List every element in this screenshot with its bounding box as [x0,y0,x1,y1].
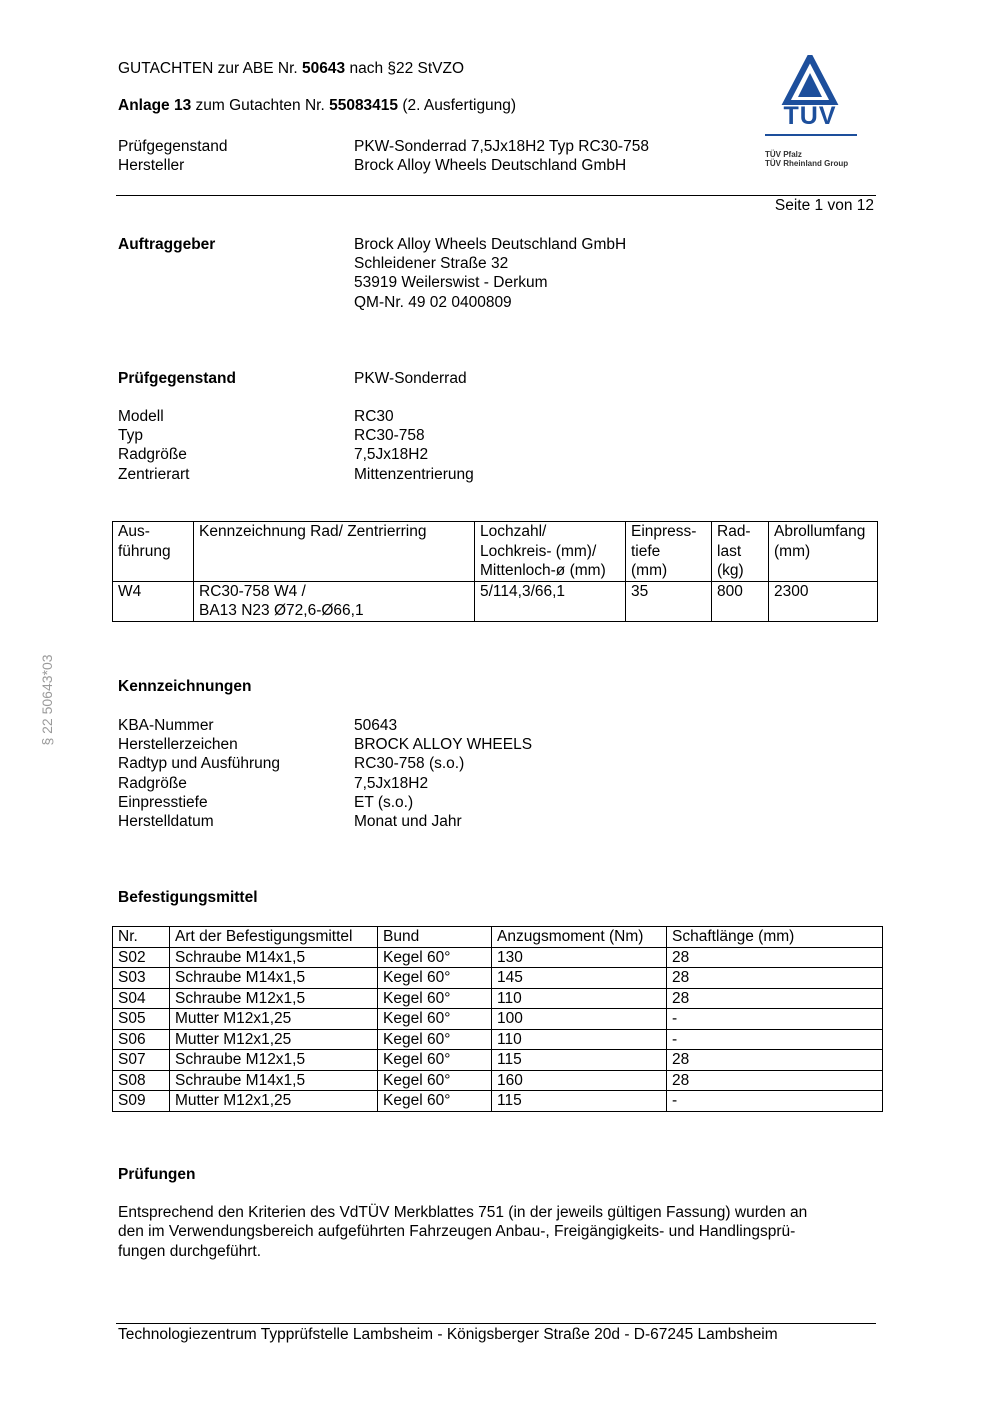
table-row [113,1091,883,1112]
table-cell: Kegel 60° [378,1070,492,1091]
table-cell: S06 [113,1029,170,1050]
auftraggeber-block [118,235,626,312]
marking-value: Monat und Jahr [354,813,462,831]
auftraggeber-line: QM-Nr. 49 02 0400809 [354,293,512,311]
anlage-line [118,97,516,115]
table-row [113,1009,883,1030]
table-cell: Kegel 60° [378,947,492,968]
abe-number: 50643 [302,60,346,77]
marking-value: ET (s.o.) [354,793,414,811]
pruefgegenstand-label: Prüfgegenstand [118,370,236,387]
table-header-cell: Abrollumfang (mm) [769,522,878,582]
table-cell: S09 [113,1091,170,1112]
detail-value: Mittenzentrierung [354,465,474,483]
table-cell: Kegel 60° [378,988,492,1009]
table-header-cell: Nr. [113,927,170,948]
table-cell: Mutter M12x1,25 [170,1029,378,1050]
table-cell: 28 [667,947,883,968]
pruefgegenstand-heading [118,369,467,388]
table-cell: 115 [492,1050,667,1071]
document-title [118,60,464,78]
anlage-suffix: (2. Ausfertigung) [398,97,517,114]
table-cell: S08 [113,1070,170,1091]
header-meta [118,137,649,175]
table-header-cell: Lochzahl/ Lochkreis- (mm)/ Mittenloch-ø (mm) [475,522,626,582]
table-row [113,1050,883,1071]
logo-subtitle [765,150,848,168]
tuev-wordmark: TÜV [783,102,837,130]
table-cell: 110 [492,988,667,1009]
marking-key: Radgröße [118,774,187,792]
table-row [113,581,878,621]
auftraggeber-line: Schleidener Straße 32 [354,255,509,273]
table-header-cell: Bund [378,927,492,948]
detail-key: Modell [118,408,164,425]
table-header-cell: Art der Befestigungsmittel [170,927,378,948]
table-cell: Mutter M12x1,25 [170,1009,378,1030]
table-cell: RC30-758 W4 / BA13 N23 Ø72,6-Ø66,1 [194,581,475,621]
table-cell: Schraube M14x1,5 [170,968,378,989]
anlage-label: Anlage 13 [118,97,192,114]
table-header-cell: Einpress- tiefe (mm) [626,522,712,582]
table-cell: Kegel 60° [378,1009,492,1030]
table-cell: S02 [113,947,170,968]
wheel-table [112,521,878,622]
table-cell: Kegel 60° [378,1050,492,1071]
table-header-cell: Schaftlänge (mm) [667,927,883,948]
table-cell: 110 [492,1029,667,1050]
table-cell: 800 [712,581,769,621]
table-header-row [113,927,883,948]
paragraph-line: Entsprechend den Kriterien des VdTÜV Merkblattes 751 (in der jeweils gültigen Fassung) wurden an [118,1204,808,1221]
auftraggeber-line: 53919 Weilerswist - Derkum [354,274,548,292]
auftraggeber-line: Brock Alloy Wheels Deutschland GmbH [354,236,627,253]
table-cell: Schraube M14x1,5 [170,947,378,968]
table-cell: Schraube M12x1,5 [170,988,378,1009]
kennzeichnungen-title: Kennzeichnungen [118,678,252,695]
pruefgegenstand-value: PKW-Sonderrad [354,370,467,387]
table-cell: Schraube M12x1,5 [170,1050,378,1071]
table-cell: 35 [626,581,712,621]
table-header-cell: Rad- last (kg) [712,522,769,582]
table-cell: S03 [113,968,170,989]
fastener-table [112,926,883,1112]
table-row [113,1070,883,1091]
footer-divider [116,1323,876,1324]
marking-key: Radtyp und Ausführung [118,755,281,773]
header-pg-label: Prüfgegenstand [118,138,228,155]
table-row [113,947,883,968]
page-number: Seite 1 von 12 [774,197,874,214]
table-cell: Schraube M14x1,5 [170,1070,378,1091]
marking-key: Herstellerzeichen [118,736,238,754]
table-cell: S05 [113,1009,170,1030]
table-cell: S04 [113,988,170,1009]
marking-value: BROCK ALLOY WHEELS [354,736,533,754]
header-hs-label: Hersteller [118,157,185,174]
kennzeichnungen-list [118,716,532,831]
table-cell: Kegel 60° [378,968,492,989]
paragraph-line: den im Verwendungsbereich aufgeführten Fahrzeugen Anbau-, Freigängigkeits- und Handlingsprü- [118,1223,796,1241]
logo-rule [765,134,857,136]
tuev-triangle-icon [760,55,860,105]
table-cell: 2300 [769,581,878,621]
table-cell: 130 [492,947,667,968]
detail-value: RC30-758 [354,427,425,445]
table-row [113,988,883,1009]
marking-key: Einpresstiefe [118,793,208,811]
pruefgegenstand-details [118,407,474,484]
detail-key: Typ [118,427,143,445]
table-cell: S07 [113,1050,170,1071]
table-header-cell: Kennzeichnung Rad/ Zentrierring [194,522,475,582]
header-divider [116,195,876,196]
marking-value: 7,5Jx18H2 [354,774,429,792]
logo-sub2: TÜV Rheinland Group [765,159,849,168]
table-cell: Mutter M12x1,25 [170,1091,378,1112]
table-cell: 28 [667,988,883,1009]
marking-key: KBA-Nummer [118,717,214,734]
table-cell: 145 [492,968,667,989]
marking-value: RC30-758 (s.o.) [354,755,465,773]
table-cell: Kegel 60° [378,1091,492,1112]
gutachten-number: 55083415 [329,97,399,114]
table-cell: 100 [492,1009,667,1030]
pruefungen-text [118,1203,807,1261]
table-header-cell: Aus- führung [113,522,194,582]
table-cell: 28 [667,968,883,989]
befestigung-title: Befestigungsmittel [118,889,258,906]
logo-sub1: TÜV Pfalz [765,150,802,159]
table-header-row [113,522,878,582]
table-cell: 5/114,3/66,1 [475,581,626,621]
table-row [113,1029,883,1050]
detail-value: RC30 [354,408,394,425]
title-text: GUTACHTEN zur ABE Nr. [118,60,303,77]
table-cell: Kegel 60° [378,1029,492,1050]
footer-address: Technologiezentrum Typprüfstelle Lambsheim - Königsberger Straße 20d - D-67245 Lambsheim [118,1326,778,1343]
header-pg-value: PKW-Sonderrad 7,5Jx18H2 Typ RC30-758 [354,138,649,155]
table-cell: - [667,1009,883,1030]
paragraph-line: fungen durchgeführt. [118,1242,262,1260]
auftraggeber-label: Auftraggeber [118,236,216,253]
header-hs-value: Brock Alloy Wheels Deutschland GmbH [354,157,627,174]
pruefungen-title: Prüfungen [118,1166,196,1183]
marking-value: 50643 [354,717,398,734]
side-reference: § 22 50643*03 [39,654,55,746]
table-header-cell: Anzugsmoment (Nm) [492,927,667,948]
table-cell: - [667,1029,883,1050]
table-row [113,968,883,989]
detail-key: Radgröße [118,446,187,464]
table-cell: W4 [113,581,194,621]
detail-key: Zentrierart [118,465,190,483]
anlage-mid: zum Gutachten Nr. [191,97,330,114]
table-cell: 160 [492,1070,667,1091]
table-cell: 28 [667,1050,883,1071]
detail-value: 7,5Jx18H2 [354,446,429,464]
title-suffix: nach §22 StVZO [345,60,465,77]
marking-key: Herstelldatum [118,813,214,831]
tuev-logo [760,55,860,175]
table-cell: - [667,1091,883,1112]
table-cell: 115 [492,1091,667,1112]
table-cell: 28 [667,1070,883,1091]
